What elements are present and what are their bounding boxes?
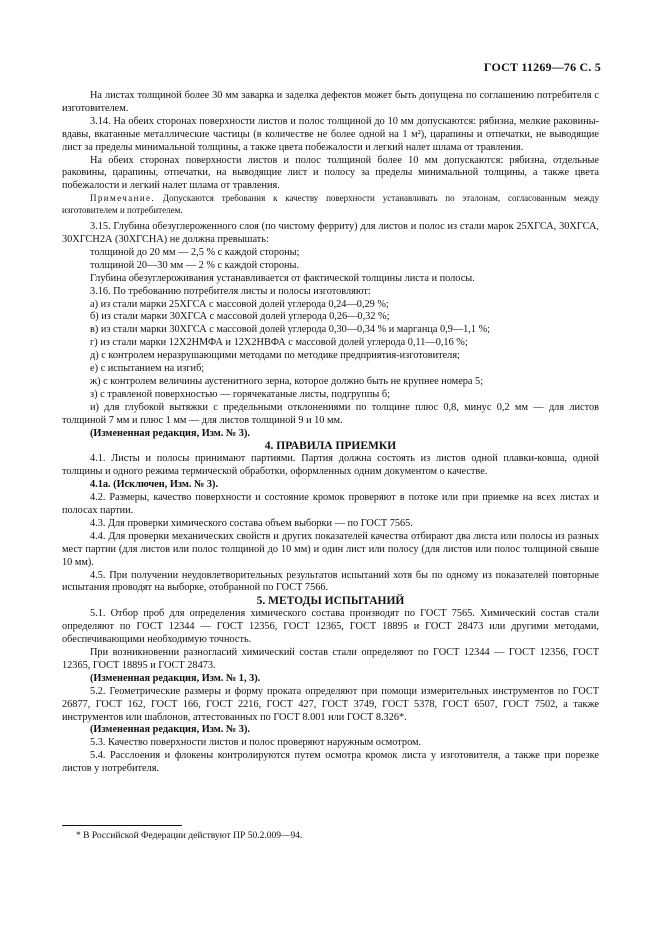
paragraph-welding: На листах толщиной более 30 мм заварка и заделка дефектов может быть допущена по соглашению потребителя с изготовителем. [62, 90, 599, 114]
section-heading-4: 4. ПРАВИЛА ПРИЕМКИ [264, 440, 397, 453]
paragraph-4-1a: 4.1а. (Исключен, Изм. № 3). [90, 479, 219, 491]
list-item-3-16: е) с испытанием на изгиб; [90, 363, 205, 375]
paragraph-4-5: 4.5. При получении неудовлетворительных результатов испытаний хотя бы по одному из показателей повторные испытания проводят на выборке, отобранной по ГОСТ 7566. [62, 569, 599, 594]
paragraph-3-16: 3.16. По требованию потребителя листы и полосы изготовляют: [90, 285, 371, 297]
note [62, 193, 599, 216]
edition-note: (Измененная редакция, Изм. № 1, 3). [90, 672, 261, 684]
list-item-3-16: з) с травленой поверхностью — горячекатаные листы, подгруппы б; [90, 388, 390, 400]
paragraph-4-2: 4.2. Размеры, качество поверхности и состояние кромок проверяют в потоке или при приемке на всех листах и полосах партии. [62, 492, 599, 516]
paragraph-5-1: 5.1. Отбор проб для определения химического состава производят по ГОСТ 7565. Химический состав стали определяют по ГОСТ 12344 — ГОСТ 12356, ГОСТ 12365, ГОСТ 18895 и ГОСТ 28473 или другими методами, обеспечивающими необходимую точность. [62, 608, 599, 646]
paragraph-4-3: 4.3. Для проверки химического состава объем выборки — по ГОСТ 7565. [90, 517, 413, 529]
document-body [62, 90, 599, 776]
footnote: * В Российской Федерации действуют ПР 50.2.009—94. [76, 831, 303, 841]
list-item-3-16: ж) с контролем величины аустенитного зерна, которое должно быть не крупнее номера 5; [90, 375, 484, 387]
note-lead: Примечание. [90, 193, 156, 204]
edition-note: (Измененная редакция, Изм. № 3). [90, 427, 250, 439]
paragraph-5-1-dispute: При возникновении разногласий химический состав стали определяют по ГОСТ 12344 — ГОСТ 12356, ГОСТ 12365, ГОСТ 18895 и ГОСТ 28473. [62, 646, 599, 671]
list-item-3-16: д) с контролем неразрушающими методами по методике предприятия-изготовителя; [90, 350, 460, 362]
paragraph-5-4: 5.4. Расслоения и флокены контролируются путем осмотра кромок листа у изготовителя, а также при порезке листов у потребителя. [62, 750, 599, 775]
list-item-3-16: и) для глубокой вытяжки с предельными отклонениями по толщине плюс 0,8, минус 0,2 мм — для листов толщиной 7 мм и плюс 1 мм — для листов толщиной 9 и 10 мм. [62, 401, 599, 426]
note-text: Допускаются требования к качеству поверхности устанавливать по эталонам, согласованным между изготовителем и потребителем. [62, 193, 599, 215]
paragraph-5-3: 5.3. Качество поверхности листов и полос проверяют наружным осмотром. [90, 737, 422, 749]
paragraph-3-15-b: толщиной 20—30 мм — 2 % с каждой стороны. [90, 259, 300, 271]
paragraph-4-1: 4.1. Листы и полосы принимают партиями. Партия должна состоять из листов одной плавки-ковша, одной толщины и одного режима термической обработки, оформленных одним документом о качестве. [62, 453, 599, 478]
paragraph-3-15-a: толщиной до 20 мм — 2,5 % с каждой стороны; [90, 246, 300, 258]
paragraph-4-4: 4.4. Для проверки механических свойств и других показателей качества отбирают два листа или полосы из разных мест партии (для листов или полос толщиной до 10 мм) и один лист или полосу (для листов или полос толщиной свыше 10 мм). [62, 530, 599, 568]
footnote-divider [62, 825, 182, 826]
list-item-3-16: а) из стали марки 25ХГСА с массовой долей углерода 0,24—0,29 %; [90, 298, 389, 310]
list-item-3-16: г) из стали марки 12Х2НМФА и 12Х2НВФА с массовой долей углерода 0,11—0,16 %; [90, 337, 468, 349]
section-heading-5: 5. МЕТОДЫ ИСПЫТАНИЙ [256, 595, 405, 608]
list-item-3-16: в) из стали марки 30ХГСА с массовой долей углерода 0,30—0,34 % и марганца 0,9—1,1 %; [90, 324, 491, 336]
paragraph-3-15: 3.15. Глубина обезуглероженного слоя (по чистому ферриту) для листов и полос из стали марок 25ХГСА, 30ХГСА, 30ХГСН2А (30ХГСНА) не должна превышать: [62, 221, 599, 245]
paragraph-3-15-c: Глубина обезуглероживания устанавливается от фактической толщины листа и полосы. [90, 272, 475, 284]
paragraph-5-2: 5.2. Геометрические размеры и форму проката определяют при помощи измерительных инструментов по ГОСТ 26877, ГОСТ 162, ГОСТ 166, ГОСТ 2216, ГОСТ 427, ГОСТ 3749, ГОСТ 5378, ГОСТ 6507, ГОСТ 7502, а также инструментов или шаблонов, аттестованных по ГОСТ 8.001 или ГОСТ 8.326*. [62, 685, 599, 723]
paragraph-3-14-thick: На обеих сторонах поверхности листов и полос толщиной более 10 мм допускаются: рябизна, отдельные раковины, царапины, отпечатки, на выводящие лист и полосу за пределы минимальной толщины, а также цвета побежалости и легкий налет шлама от травления. [62, 154, 599, 192]
edition-note: (Измененная редакция, Изм. № 3). [90, 724, 250, 736]
page-header: ГОСТ 11269—76 С. 5 [483, 60, 601, 74]
paragraph-3-14: 3.14. На обеих сторонах поверхности листов и полос толщиной до 10 мм допускаются: рябизна, мелкие раковины-вдавы, вкатанные металлические частицы (в количестве не более одной на 1 м²), царапины и отпечатки, не выводящие лист за пределы минимальной толщины, а также цвета побежалости и легкий налет шлама от травления. [62, 115, 599, 153]
list-item-3-16: б) из стали марки 30ХГСА с массовой долей углерода 0,26—0,32 %; [90, 311, 390, 323]
